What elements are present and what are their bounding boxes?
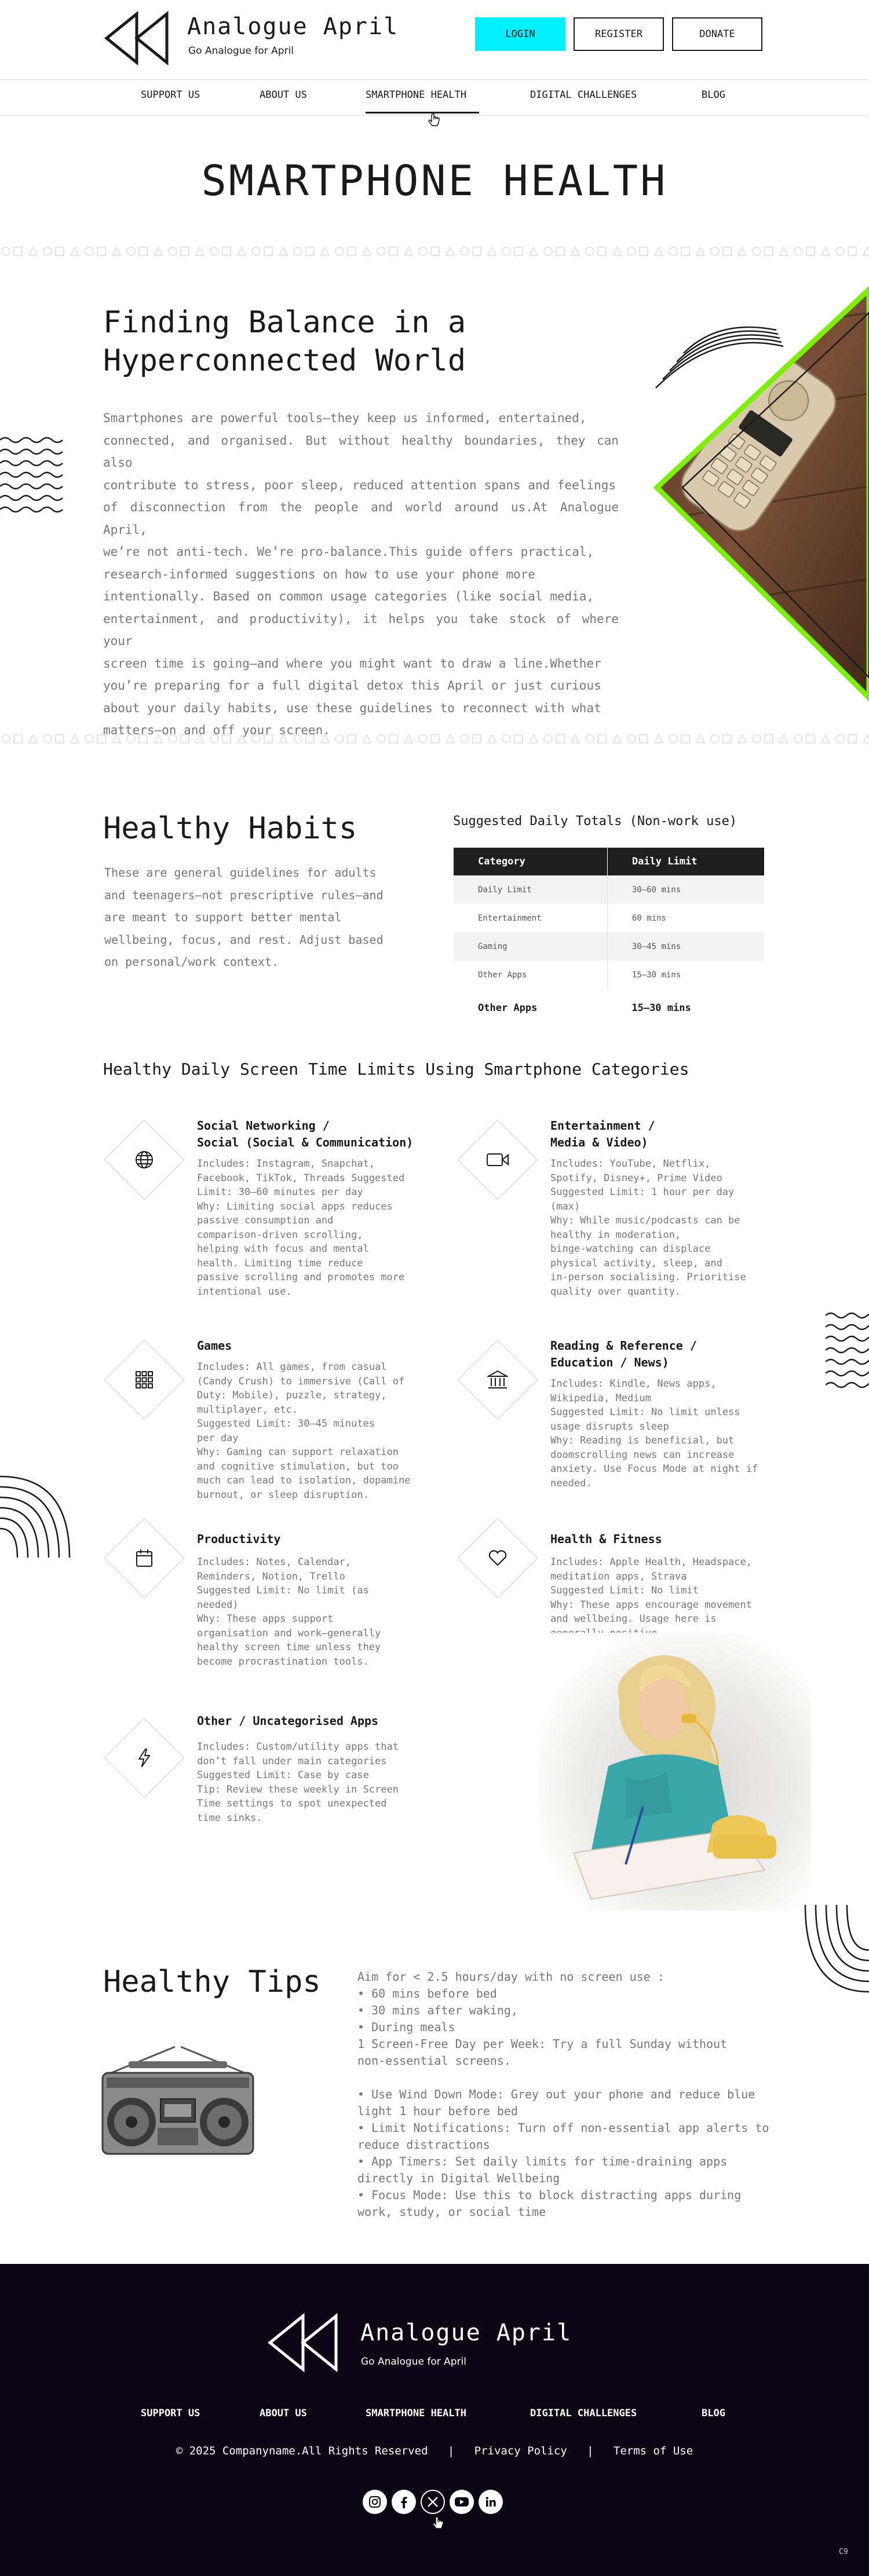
intro-heading-line-1: Finding Balance in a: [103, 305, 466, 340]
table-total-row: [454, 989, 764, 1027]
woman-on-phone-image: [539, 1633, 811, 1911]
category-title: [197, 1338, 232, 1354]
category-line: and cognitive stimulation, but too: [197, 1460, 399, 1472]
category-line: burnout, or sleep disruption.: [197, 1489, 369, 1501]
category-line: comparison-driven scrolling,: [197, 1229, 363, 1241]
nav-active-underline: [366, 112, 479, 113]
tip-line: Aim for < 2.5 hours/day with no screen use :: [357, 1970, 664, 1984]
category-line: per day: [197, 1432, 239, 1444]
intro-line: about your daily habits, use these guidelines to reconnect with what: [103, 701, 601, 715]
category-body: [197, 1157, 412, 1299]
footer-brand-name[interactable]: Analogue April: [360, 2320, 572, 2346]
tip-line: • 30 mins after waking,: [357, 2003, 518, 2017]
brand-tagline: Go Analogue for April: [188, 45, 294, 57]
category-line: multiplayer, etc.: [197, 1404, 298, 1416]
tip-line: • Focus Mode: Use this to block distracting apps during: [357, 2188, 742, 2202]
nav-blog[interactable]: BLOG: [702, 89, 725, 101]
category-line: Suggested Limit: 1 hour per day: [550, 1186, 735, 1198]
category-line: usage disrupts sleep: [550, 1420, 669, 1432]
intro-line: we’re not anti-tech. We’re pro-balance.This guide offers practical,: [103, 545, 594, 559]
habits-heading: Healthy Habits: [103, 811, 357, 846]
tip-line: reduce distractions: [357, 2138, 490, 2152]
footer-tagline: Go Analogue for April: [361, 2356, 466, 2368]
category-line: Why: Limiting social apps reduces: [197, 1200, 393, 1212]
category-line: Includes: Apple Health, Headspace,: [550, 1556, 752, 1568]
globe-icon: [130, 1145, 159, 1174]
category-title-line: Productivity: [197, 1532, 281, 1546]
intro-line: screen time is going—and where you might want to draw a line.Whether: [103, 656, 601, 670]
register-button[interactable]: REGISTER: [574, 17, 664, 51]
heart-icon: [483, 1544, 512, 1573]
tip-line: • App Timers: Set daily limits for time-draining apps: [357, 2154, 728, 2168]
intro-heading: [103, 303, 466, 380]
tip-line: non-essential screens.: [357, 2054, 511, 2068]
table-cell: Other Apps: [454, 961, 607, 989]
linkedin-icon[interactable]: [479, 2490, 503, 2514]
category-line: quality over quantity.: [550, 1285, 681, 1298]
intro-line: Smartphones are powerful tools—they keep us informed, entertained,: [103, 411, 587, 425]
table-cell: 30–45 mins: [607, 932, 764, 961]
category-line: don’t fall under main categories: [197, 1755, 387, 1767]
x-icon[interactable]: [421, 2490, 445, 2514]
categories-heading: Healthy Daily Screen Time Limits Using Smartphone Categories: [103, 1060, 689, 1079]
tip-line: • During meals: [357, 2020, 455, 2034]
category-title-line: Games: [197, 1339, 232, 1353]
category-body: [550, 1157, 766, 1299]
category-line: Includes: Notes, Calendar,: [197, 1556, 352, 1568]
table-title: Suggested Daily Totals (Non-work use): [453, 814, 737, 829]
category-line: organisation and work—generally: [197, 1627, 381, 1639]
tip-line: work, study, or social time: [357, 2205, 546, 2219]
category-line: Suggested Limit: No limit: [550, 1585, 699, 1596]
page-title: SMARTPHONE HEALTH: [201, 156, 668, 205]
category-line: healthy in moderation,: [550, 1229, 681, 1241]
table-cell: 15–30 mins: [607, 989, 764, 1027]
category-title-line: Other / Uncategorised Apps: [197, 1714, 379, 1728]
category-title-line: Media & Video): [550, 1135, 648, 1149]
category-line: needed.: [550, 1477, 592, 1489]
category-line: much can lead to isolation, dopamine: [197, 1475, 411, 1486]
footer-nav-digital-challenges[interactable]: DIGITAL CHALLENGES: [530, 2408, 637, 2419]
rewind-logo-icon[interactable]: [103, 10, 170, 66]
category-line: doomscrolling news can increase: [550, 1449, 735, 1461]
intro-paragraph: [103, 407, 619, 742]
footer-nav-blog[interactable]: BLOG: [702, 2408, 725, 2419]
intro-line: contribute to stress, poor sleep, reduced attention spans and feelings: [103, 478, 616, 492]
table-row: [454, 875, 764, 904]
tip-line: directly in Digital Wellbeing: [357, 2171, 560, 2185]
bolt-icon: [130, 1743, 159, 1772]
tip-line: • Limit Notifications: Turn off non-essential app alerts to: [357, 2121, 769, 2135]
footer-nav-support-us[interactable]: SUPPORT US: [141, 2408, 200, 2419]
category-title-line: Health & Fitness: [550, 1532, 662, 1546]
category-body: [550, 1377, 766, 1490]
table-header-row: [454, 848, 764, 875]
category-line: Facebook, TikTok, Threads Suggested: [197, 1172, 405, 1184]
hand-cursor-icon: [428, 113, 440, 129]
category-title: [550, 1338, 697, 1371]
footer-rewind-logo-icon[interactable]: [266, 2313, 339, 2373]
category-line: Why: Gaming can support relaxation: [197, 1446, 399, 1458]
legal-separator: |: [587, 2445, 594, 2457]
category-line: Wikipedia, Medium: [550, 1392, 651, 1404]
table-row: [454, 961, 764, 989]
nav-support-us[interactable]: SUPPORT US: [141, 89, 200, 101]
donate-button[interactable]: DONATE: [672, 17, 762, 51]
tips-heading: Healthy Tips: [103, 1965, 321, 1999]
footer-legal-row: [0, 2445, 869, 2457]
tips-list: [357, 1969, 786, 2220]
category-line: Why: These apps support: [197, 1613, 334, 1625]
nav-about-us[interactable]: ABOUT US: [260, 89, 307, 101]
category-line: (max): [550, 1200, 580, 1212]
category-line: (Candy Crush) to immersive (Call of: [197, 1375, 405, 1387]
habits-line: and teenagers—not prescriptive rules—and: [104, 888, 384, 902]
category-line: Why: Reading is beneficial, but: [550, 1435, 735, 1446]
category-line: Duty: Mobile), puzzle, strategy,: [197, 1390, 387, 1401]
category-title: [197, 1713, 378, 1729]
habits-paragraph: [104, 862, 406, 973]
tip-line: • Use Wind Down Mode: Grey out your phone and reduce blue: [357, 2087, 755, 2101]
category-line: needed): [197, 1599, 239, 1611]
library-icon: [483, 1365, 512, 1394]
wavy-lines-decoration: [826, 1310, 869, 1391]
intro-line: research-informed suggestions on how to use your phone more: [103, 567, 535, 581]
category-title: [197, 1117, 413, 1151]
video-icon: [483, 1145, 512, 1174]
daily-limits-table: [454, 848, 764, 1027]
category-line: Time settings to spot unexpected: [197, 1798, 387, 1809]
arcs-decoration-right: [799, 1905, 869, 1998]
category-title: [550, 1531, 662, 1548]
table-row: [454, 904, 764, 932]
category-line: passive scrolling and promotes more: [197, 1271, 405, 1283]
nav-digital-challenges[interactable]: DIGITAL CHALLENGES: [530, 89, 637, 101]
category-line: Suggested Limit: 30–45 minutes: [197, 1418, 375, 1430]
category-line: Includes: All games, from casual: [197, 1361, 387, 1373]
category-title: [550, 1117, 655, 1151]
category-line: helping with focus and mental: [197, 1243, 369, 1255]
category-title-line: Social Networking /: [197, 1119, 330, 1133]
category-line: Why: While music/podcasts can be: [550, 1215, 740, 1226]
table-cell: Other Apps: [454, 989, 607, 1027]
habits-line: on personal/work context.: [104, 955, 279, 969]
category-line: in-person socialising. Prioritise: [550, 1271, 746, 1283]
category-body: [197, 1360, 412, 1502]
category-title-line: Social (Social & Communication): [197, 1135, 414, 1149]
category-line: Suggested Limit: No limit unless: [550, 1406, 740, 1418]
category-title-line: Reading & Reference /: [550, 1339, 697, 1353]
category-line: Spotify, Disney+, Prime Video: [550, 1172, 722, 1184]
category-line: Includes: YouTube, Netflix,: [550, 1158, 711, 1170]
zigzag-lines-decoration: [0, 434, 64, 515]
calendar-icon: [130, 1544, 159, 1573]
tip-spacer: [357, 2069, 786, 2086]
youtube-icon[interactable]: [450, 2490, 474, 2514]
terms-of-use-link[interactable]: Terms of Use: [613, 2445, 693, 2457]
intro-line: entertainment, and productivity), it helps you take stock of where your: [103, 611, 619, 648]
facebook-icon[interactable]: [392, 2490, 416, 2514]
intro-line: intentionally. Based on common usage categories (like social media,: [103, 589, 594, 603]
nav-smartphone-health[interactable]: SMARTPHONE HEALTH: [366, 89, 466, 101]
category-line: and wellbeing. Usage here is: [550, 1613, 717, 1625]
table-row: [454, 932, 764, 961]
category-line: Limit: 30–60 minutes per day: [197, 1186, 363, 1198]
privacy-policy-link[interactable]: Privacy Policy: [474, 2445, 567, 2457]
habits-line: These are general guidelines for adults: [104, 866, 377, 880]
category-line: Tip: Review these weekly in Screen: [197, 1783, 399, 1795]
copyright-text: © 2025 Companyname.All Rights Reserved: [176, 2445, 428, 2457]
table-cell: 30–60 mins: [607, 875, 764, 904]
hand-cursor-icon: [432, 2516, 444, 2531]
category-line: become procrastination tools.: [197, 1655, 369, 1668]
table-header-cell: Daily Limit: [607, 848, 764, 875]
table-cell: Gaming: [454, 932, 607, 961]
table-cell: 15–30 mins: [607, 961, 764, 989]
legal-separator: |: [447, 2445, 455, 2457]
category-line: Why: These apps encourage movement: [550, 1599, 752, 1611]
category-line: Reminders, Notion, Trello: [197, 1570, 345, 1582]
category-line: binge-watching can displace: [550, 1243, 711, 1255]
shapes-pattern-band: [0, 243, 869, 259]
category-body: [197, 1740, 412, 1825]
table-cell: 60 mins: [607, 904, 764, 932]
intro-line: matters—on and off your screen.: [103, 723, 330, 737]
category-title: [197, 1531, 281, 1548]
footer-nav-about-us[interactable]: ABOUT US: [260, 2408, 307, 2419]
category-line: Includes: Custom/utility apps that: [197, 1741, 399, 1753]
corner-badge: C9: [839, 2548, 848, 2556]
grid-icon: [130, 1365, 159, 1394]
tip-line: light 1 hour before bed: [357, 2104, 518, 2118]
habits-line: wellbeing, focus, and rest. Adjust based: [104, 932, 384, 947]
category-line: Includes: Instagram, Snapchat,: [197, 1158, 375, 1170]
table-cell: Entertainment: [454, 904, 607, 932]
intro-line: of disconnection from the people and world around us.At Analogue April,: [103, 500, 619, 537]
arcs-decoration-left: [0, 1453, 87, 1558]
vintage-phone-image: [649, 278, 869, 706]
table-header-cell: Category: [454, 848, 607, 875]
category-line: passive consumption and: [197, 1215, 334, 1226]
category-line: physical activity, sleep, and: [550, 1257, 722, 1269]
category-line: health. Limiting time reduce: [197, 1257, 363, 1269]
category-title-line: Entertainment /: [550, 1119, 655, 1133]
intro-heading-line-2: Hyperconnected World: [103, 343, 466, 378]
category-body: [550, 1555, 766, 1640]
tip-line: 1 Screen-Free Day per Week: Try a full Sunday without: [357, 2037, 728, 2051]
table-cell: Daily Limit: [454, 875, 607, 904]
intro-line: you’re preparing for a full digital detox this April or just curious: [103, 679, 601, 692]
boombox-image: [100, 2044, 256, 2160]
brand-name[interactable]: Analogue April: [187, 13, 399, 40]
category-line: Suggested Limit: No limit (as: [197, 1585, 369, 1596]
category-body: [197, 1555, 412, 1669]
category-line: anxiety. Use Focus Mode at night if: [550, 1463, 758, 1475]
category-line: healthy screen time unless they: [197, 1641, 381, 1653]
habits-line: are meant to support better mental: [104, 910, 342, 924]
instagram-icon[interactable]: [363, 2490, 387, 2514]
footer-nav-smartphone-health[interactable]: SMARTPHONE HEALTH: [366, 2408, 466, 2419]
login-button[interactable]: LOGIN: [475, 17, 565, 51]
category-title-line: Education / News): [550, 1355, 669, 1369]
category-line: intentional use.: [197, 1285, 292, 1298]
category-line: meditation apps, Strava: [550, 1570, 687, 1582]
category-line: Suggested Limit: Case by case: [197, 1769, 369, 1781]
category-line: Includes: Kindle, News apps,: [550, 1378, 717, 1390]
category-line: time sinks.: [197, 1812, 262, 1824]
intro-line: connected, and organised. But without healthy boundaries, they can also: [103, 433, 619, 470]
tip-line: • 60 mins before bed: [357, 1987, 497, 2000]
